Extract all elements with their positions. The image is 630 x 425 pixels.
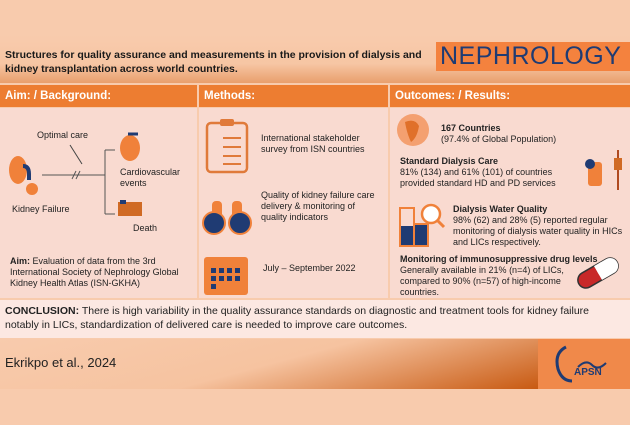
dialysis-text: 81% (134) and 61% (101) of countries provided standard HD and PD services (400, 167, 556, 188)
journal-logo: NEPHROLOGY (436, 42, 630, 71)
dialysis-title: Standard Dialysis Care (400, 156, 499, 166)
conclusion-label: CONCLUSION: (5, 305, 80, 317)
optimal-care-label: Optimal care (37, 130, 89, 140)
pill-capsule-icon (573, 253, 623, 293)
death-label: Death (133, 223, 158, 233)
lab-water-icon (396, 200, 446, 250)
method-survey: International stakeholder survey from ISN countries (261, 133, 365, 154)
drug-text: Generally available in 21% (n=4) of LICs, compared to 90% (n=57) of high-income countries. (400, 265, 564, 297)
header-methods: Methods: (199, 85, 388, 107)
cardiovascular-label: Cardiovascular events (120, 167, 181, 188)
background-panel (0, 108, 197, 298)
conclusion-text: There is high variability in the quality assurance standards on diagnostic and treatment tools for kidney failure notably in LICs, standardization of delivered care is needed to improve care outcomes. (5, 305, 590, 331)
countries-text: (97.4% of Global Population) (441, 134, 557, 144)
apsn-globe-icon (538, 339, 630, 389)
header-outcomes: Outcomes: / Results: (390, 85, 630, 107)
aim-label: Aim: (10, 256, 30, 266)
clipboard-checklist-icon (205, 118, 253, 178)
kidney-failure-label: Kidney Failure (12, 204, 70, 214)
aim-text (10, 256, 190, 289)
results-panel (390, 108, 630, 298)
conclusion (0, 300, 630, 338)
citation: Ekrikpo et al., 2024 (5, 355, 117, 370)
header-aim: Aim: / Background: (0, 85, 197, 107)
drug-title: Monitoring of immunosuppressive drug levels (400, 254, 598, 264)
method-quality: Quality of kidney failure care delivery & monitoring of quality indicators (261, 190, 375, 222)
water-title: Dialysis Water Quality (453, 204, 548, 214)
dialysis-patient-icon (580, 148, 625, 193)
apsn-logo-text: APSN (574, 367, 602, 378)
methods-panel (199, 108, 388, 298)
globe-icon (395, 112, 431, 148)
binoculars-icon (202, 198, 252, 238)
method-dates: July – September 2022 (263, 263, 356, 273)
calendar-icon (203, 254, 249, 296)
countries-title: 167 Countries (441, 123, 501, 133)
water-text: 98% (62) and 28% (5) reported regular monitoring of dialysis water quality in HICs and LICs respectively. (453, 215, 623, 247)
aim-description: Evaluation of data from the 3rd International Society of Nephrology Global Kidney Health Atlas (ISN-GKHA) (10, 256, 179, 288)
apsn-logo (538, 339, 630, 389)
page-title: Structures for quality assurance and measurements in the provision of dialysis and kidney transplantation across world countries. (5, 49, 422, 75)
